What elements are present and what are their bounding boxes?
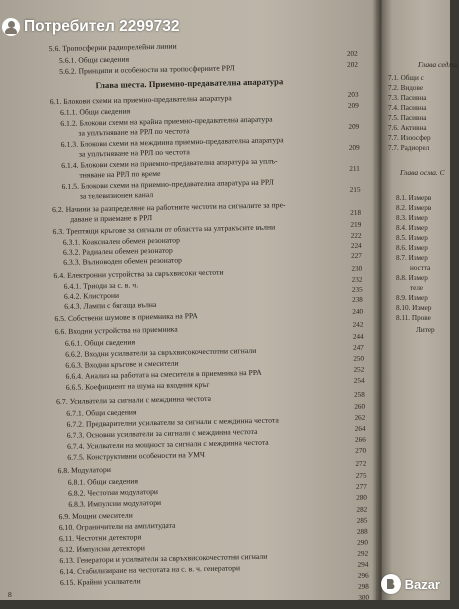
page-ref: 270	[355, 446, 367, 455]
toc-line: 6.8. Модулатори	[57, 464, 112, 476]
toc-line: 6.3.2. Радиален обемен резонатор	[62, 245, 173, 257]
toc-line: 6.7.3. Основни усилватели за сигнали с междинна честота	[66, 426, 258, 440]
toc-line: 6.15. Крайни усилватели	[59, 576, 141, 588]
chapter-title: Глава седма.	[418, 60, 459, 69]
toc-line: 6.6.5. Коефициент на шума на входния кръг	[65, 379, 210, 392]
page-ref: 244	[352, 332, 364, 341]
page-ref: 266	[354, 435, 366, 444]
chapter-title: Глава осма. С	[400, 168, 445, 177]
page-ref: 252	[353, 365, 365, 374]
toc-line: 6.4.2. Клистрони	[63, 290, 120, 301]
toc-line: ността	[410, 264, 431, 272]
page-ref: 209	[348, 143, 360, 152]
toc-line: 6.9. Мощни смесители	[58, 510, 133, 522]
page-ref: 232	[351, 275, 363, 284]
toc-line: 6.4.1. Триоди за с. в. ч.	[63, 280, 139, 291]
page-ref: 254	[353, 376, 365, 385]
toc-line: 7.6. Активна	[388, 124, 427, 132]
toc-line: теле	[410, 284, 424, 292]
page-ref: 247	[352, 343, 364, 352]
page-ref: 202	[347, 60, 359, 69]
toc-line: 8.5. Измер	[396, 234, 428, 242]
toc-line: 6.4.3. Лампи с бягаща вълна	[64, 299, 157, 311]
toc-line: 8.3. Измер	[396, 214, 428, 222]
toc-line: 8.11. Прове	[396, 314, 431, 322]
page-ref: 285	[356, 516, 368, 525]
toc-line: 7.5. Пасивна	[388, 114, 427, 122]
toc-line: 7.4. Пасивна	[388, 104, 427, 112]
toc-line: 8.7. Измер	[396, 254, 428, 262]
page-ref: 230	[351, 264, 363, 273]
page-number: 8	[8, 590, 12, 599]
toc-line: Литер	[416, 326, 435, 334]
toc-line: 6.6. Входни устройства на приемника	[54, 324, 178, 337]
toc-line: 6.3.3. Вълноводен обемен резонатор	[63, 255, 183, 267]
toc-line: 6.1.2. Блокови схеми на крайна приемно-предавателна апаратура	[60, 114, 273, 128]
toc-line: за уплътняване на РРЛ по честота	[78, 147, 191, 159]
toc-line: 7.3. Пасивна	[388, 94, 427, 102]
page-ref: 300	[358, 593, 370, 602]
toc-line: 6.3. Трептящи кръгове за сигнали от областта на ултракъсите вълни	[52, 222, 276, 237]
page-ref: 277	[355, 482, 367, 491]
toc-line: 6.1.3. Блокови схеми на междинна приемно-предавателна апаратура	[60, 135, 284, 149]
page-ref: 260	[354, 402, 366, 411]
page-ref: 209	[348, 122, 360, 131]
toc-line: 6.1.4. Блокови схеми на приемно-предавателна апаратура за уплъ-	[61, 156, 278, 170]
page-ref: 222	[350, 231, 362, 240]
toc-line: 6.7.5. Конструктивни особености на УМЧ	[67, 449, 206, 462]
page-ref: 272	[355, 459, 367, 468]
page-ref: 296	[357, 571, 369, 580]
toc-line: даване и приемане в РРЛ	[70, 213, 153, 224]
toc-line: 5.6. Тропосферни радиорелейни линии	[48, 41, 177, 54]
page-ref: 275	[355, 471, 367, 480]
page-ref: 240	[352, 307, 364, 316]
toc-line: 7.7. Радиорел	[388, 144, 430, 152]
toc-line: 8.8. Измер	[396, 274, 428, 282]
bazar-watermark	[381, 574, 440, 594]
page-ref: 224	[350, 241, 362, 250]
toc-line: за уплътняване на РРЛ по честота	[78, 126, 190, 138]
toc-line: 6.10. Ограничители на амплитудата	[58, 520, 176, 533]
toc-line: 6.7.1. Общи сведения	[66, 407, 137, 418]
page-ref: 235	[351, 285, 363, 294]
toc-line: 6.7.4. Усилватели на мощност за сигнали с междинна честота	[66, 437, 269, 451]
toc-line: за телевизионен канал	[79, 190, 154, 201]
toc-line: 6.8.1. Общи сведения	[67, 476, 139, 487]
user-banner[interactable]	[0, 14, 300, 40]
page-ref: 292	[357, 549, 369, 558]
toc-line: 6.11. Честотни детектори	[58, 532, 142, 544]
toc-line: 6.1.1. Общи сведения	[59, 106, 131, 117]
bazar-logo-icon	[381, 574, 401, 594]
toc-line: 8.4. Измер	[396, 224, 428, 232]
toc-line: 7.2. Видове	[388, 84, 424, 92]
page-ref: 209	[347, 101, 359, 110]
toc-line: 6.1.5. Блокови схеми на приемно-предавателна апаратура на РРЛ	[61, 177, 274, 191]
toc-line: 7.1. Общи с	[388, 74, 424, 82]
page-ref: 290	[357, 538, 369, 547]
toc-line: 6.4. Електронни устройства за свръхвисоки честоти	[53, 267, 224, 281]
toc-line: 8.6. Измер	[396, 244, 428, 252]
toc-line: 6.6.4. Анализ на работата на смесителя в приемника на РРА	[65, 367, 262, 381]
page-ref: 282	[356, 505, 368, 514]
toc-line: 6.6.2. Входни усилватели за свръхвисокочестотни сигнали	[65, 345, 257, 359]
page-ref: 280	[356, 493, 368, 502]
toc-line: 6.7.2. Предварителни усилватели за сигнали с междинна честота	[66, 415, 279, 429]
chapter-title: Глава шеста. Приемно-предавателна апаратура	[95, 76, 284, 91]
page-ref: 202	[346, 49, 358, 58]
toc-line: 5.6.1. Общи сведения	[58, 54, 130, 65]
toc-line: 6.12. Импулсни детектори	[59, 543, 145, 555]
toc-line: 8.9. Измер	[396, 294, 428, 302]
toc-line: 6.6.3. Входни кръгове и смесители	[65, 358, 179, 370]
right-page	[382, 0, 459, 600]
toc-line: 6.14. Стабилизиране на честотата на с. в. ч. генератори	[59, 563, 241, 577]
toc-line: 8.2. Измерв	[396, 204, 432, 212]
toc-line: 6.8.3. Импулсни модулатори	[68, 497, 162, 509]
toc-line: 6.2. Начини за разпределяне на работните честоти на сигналите за пре-	[52, 200, 286, 215]
username-label: Потребител 2299732	[24, 18, 180, 35]
watermark-text: Bazar	[404, 576, 440, 592]
toc-line: 6.6.1. Общи сведения	[64, 337, 136, 348]
toc-line: 6.1. Блокови схеми на приемно-предавателна апаратура	[49, 93, 232, 107]
page-ref: 215	[349, 185, 361, 194]
toc-line: 5.6.2. Принципи и особености на тропосферните РРЛ	[59, 63, 235, 76]
toc-line: тняване на РРЛ по време	[79, 168, 161, 180]
page-ref: 298	[357, 582, 369, 591]
page-ref: 219	[350, 220, 362, 229]
page-ref: 242	[352, 320, 364, 329]
toc-line: 7.7. Изоосфер	[388, 134, 431, 142]
page-ref: 264	[354, 424, 366, 433]
page-ref: 203	[347, 90, 359, 99]
page-ref: 227	[351, 251, 363, 260]
toc-line: 8.10. Измер	[396, 304, 432, 312]
page-ref: 258	[353, 390, 365, 399]
page-ref: 250	[353, 354, 365, 363]
toc-line: 6.8.2. Честотни модулатори	[67, 486, 159, 498]
page-ref: 288	[356, 527, 368, 536]
page-ref: 238	[351, 295, 363, 304]
toc-line: 6.7. Усилватели за сигнали с междинна честота	[56, 393, 212, 407]
user-icon	[2, 18, 20, 36]
toc-line: 6.13. Генератори и усилватели за свръхвисокочестотни сигнали	[59, 551, 268, 566]
page-ref: 262	[354, 413, 366, 422]
toc-line: 6.3.1. Коаксиален обемен резонатор	[62, 235, 181, 247]
page-ref: 211	[349, 164, 360, 173]
page-ref: 294	[357, 560, 369, 569]
page-ref: 218	[350, 208, 362, 217]
toc-line: 6.5. Собствени шумове в приемника на РРА	[54, 311, 198, 324]
toc-line: 8.1. Измерв	[396, 194, 432, 202]
